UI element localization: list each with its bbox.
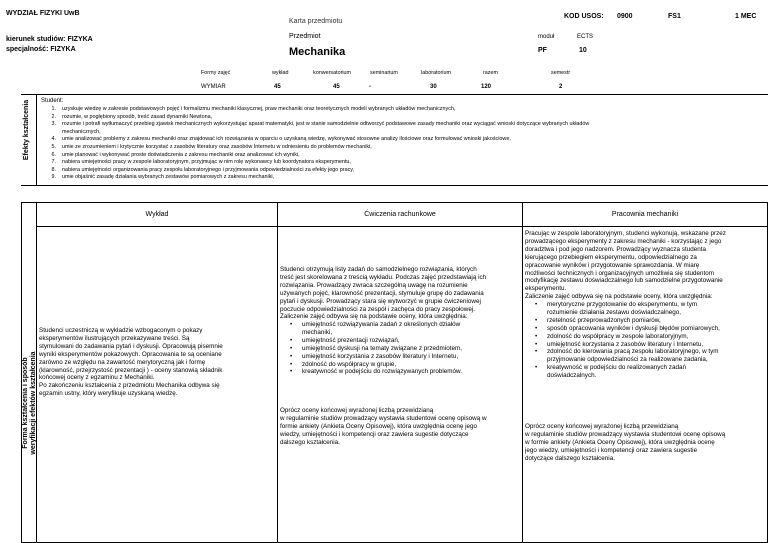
wyklad-text: Studenci uczestniczą w wykładzie wzbogaconym o pokazy eksperymentów ilustrujących przekazywane treści. Są stymulowani do zadawania pytań i dyskusji. Opracowują pisemnie wyniki eksperymentów pokazowych. Opracowania te są oceniane zarówno ze względu na zawartość merytoryczną jak i formę (klarowność, przejrzystość prezentacji ) - oceny stanowią składnik końcowej oceny z egzaminu z Mechaniki. Po zakończeniu kształcenia z przedmiotu Mechanika odbywa się egzamin ustny, który weryfikuje uzyskaną wiedzę.: [39, 327, 223, 398]
hours-value-6: 2: [559, 84, 563, 90]
pracownia-criteria: [525, 301, 768, 380]
forms-side-cell: [22, 203, 37, 543]
effects-intro: Student:: [41, 98, 64, 104]
kod-usos-value: 0900: [617, 13, 633, 20]
hours-value-3: -: [369, 84, 371, 90]
hours-header-5: razem: [483, 70, 498, 76]
criteria-item: • umiejętność dyskusji na tematy związane z przedmiotem,: [280, 345, 520, 353]
karta-label: Karta przedmiotu: [289, 18, 343, 25]
criteria-item: • umiejętność rozwiązywania zadań z określonych działów: [280, 321, 520, 329]
effect-item: 5. umie ze zrozumieniem i krytycznie korzystać z zasobów literatury oraz zasobów Internetu w odniesieniu do problemów mechaniki,: [51, 143, 372, 150]
criteria-item: • zdolność do współpracy w zespole laboratoryjnym,: [525, 333, 768, 341]
effect-item: 7. nabiera umiejętności pracy w zespole laboratoryjnym, przyjmując w nim rolę wykonawcy lub koordynatora eksperymentu,: [51, 159, 351, 166]
col-cwiczenia: [278, 227, 523, 543]
faculty-name: WYDZIAŁ FIZYKI UwB: [6, 10, 80, 17]
criteria-item: • sposób opracowania wyników i dyskusji błędów pomiarowych,: [525, 325, 768, 333]
col-wyklad: [37, 227, 278, 543]
criteria-item: • umiejętność korzystania z zasobów literatury i Internetu,: [525, 341, 768, 349]
criteria-item-continued: rozumienie działania zestawu doświadczalnego,: [547, 308, 682, 316]
col-title-cwiczenia: Ćwiczenia rachunkowe: [278, 203, 523, 227]
effect-item: 2. rozumie, w pogłębiony sposób, treść zasad dynamiki Newtona,: [51, 113, 213, 120]
effects-side-label: Efekty kształcenia: [23, 99, 30, 161]
criteria-item: • kreatywność w podejściu do realizowanych zadań: [525, 364, 768, 372]
effect-item: 4. umie analizować problemy z zakresu mechaniki oraz znajdować ich rozwiązania w oparciu o uzyskaną wiedzę, wykonywać stosowne analizy ilościowe oraz formułować wnioski jakościowe,: [51, 136, 511, 143]
hours-value-0: WYMIAR: [201, 84, 226, 90]
effect-item: 8. nabiera umiejętności organizowania pracy zespołu laboratoryjnego i przyjmowania odpowiedzialności za efekty jego pracy,: [51, 166, 355, 173]
hours-header-1: wykład: [272, 70, 289, 76]
hours-header-4: laboratorium: [421, 70, 451, 76]
pracownia-intro: Pracując w zespole laboratoryjnym, studenci wykonują, wskazane przez prowadzącego eksperymenty z zakresu mechaniki - korzystając z jego doradztwa i pod jego nadzorem. Prowadzący wyznacza studenta kierującego przebiegiem eksperymentu, odpowiedzialnego za opracowanie wyników i przygotowanie sprawozdania. W miarę możliwości technicznych i organizacyjnych umożliwia się studentom modyfikację zestawu doświadczalnego lub samodzielne przygotowanie eksperymentu. Zaliczenie zajęć odbywa się na podstawie oceny, która uwzględnia:: [525, 230, 726, 301]
effect-item: 3. rozumie i potrafi wytłumaczyć przebieg zjawisk mechanicznych wykorzystując aparat matematyki, jest w stanie samodzielnie odtworzyć podstawowe zasady mechaniki oraz wyciągać wnioski dotyczące wybranych układów: [51, 121, 590, 128]
criteria-item-continued: doświadczalnych.: [547, 372, 597, 380]
criteria-item: • merytoryczne przygotowanie do eksperymentu, w tym: [525, 301, 768, 309]
criteria-item: • zdolność do kierowania pracą zespołu laboratoryjnego, w tym: [525, 348, 768, 356]
hours-value-5: 120: [481, 84, 492, 90]
col-pracownia: [523, 227, 768, 543]
forms-table: [21, 202, 768, 543]
hours-value-2: 45: [333, 84, 340, 90]
pracownia-outro: Oprócz oceny końcowej wyrażonej liczbą przewidzianą w regulaminie studiów prowadzący wystawia studentowi ocenę opisową w formie ankiety (Ankieta Oceny Opisowej), która uwzględnia ocenę jego wiedzy, umiejętności i kompetencji oraz zawiera sugestie dotyczące dalszego kształcenia.: [525, 423, 726, 462]
ects-label: ECTS: [577, 34, 594, 40]
hours-header-6: semestr: [551, 70, 571, 76]
przedmiot-label: Przedmiot: [289, 33, 321, 40]
effect-item: 1. uzyskuje wiedzę w zakresie podstawowych pojęć i formalizmu mechaniki klasycznej, praw mechaniki oraz teoretycznych modeli wybranych układów mechanicznych,: [51, 106, 456, 112]
fs-code: FS1: [668, 13, 681, 20]
criteria-item: • zdolność do współpracy w grupie,: [280, 361, 520, 369]
col-title-wyklad: Wykład: [37, 203, 278, 227]
criteria-item-continued: mechaniki,: [302, 328, 333, 336]
cwiczenia-outro: Oprócz oceny końcowej wyrażonej liczbą przewidzianą w regulaminie studiów prowadzący wystawia studentowi ocenę opisową w formie ankiety (Ankieta Oceny Opisowej), która uwzględnia ocenę jego wiedzy, umiejętności i kompetencji oraz zawiera sugestie dotyczące dalszego kształcenia.: [280, 407, 487, 446]
specjalnosc: specjalność: FIZYKA: [6, 46, 76, 53]
criteria-item: • umiejętność korzystania z zasobów literatury i Internetu,: [280, 353, 520, 361]
modul-label: moduł: [538, 34, 555, 40]
col-title-pracownia: Pracownia mechaniki: [523, 203, 768, 227]
kierunek: kierunek studiów: FIZYKA: [6, 36, 93, 43]
criteria-item: • rzetelność przeprowadzonych pomiarów,: [525, 317, 768, 325]
effects-divider: [36, 94, 37, 186]
kod-usos-label: KOD USOS:: [564, 13, 604, 20]
effect-item: mechanicznych,: [62, 128, 101, 135]
hours-header-3: seminarium: [370, 70, 398, 76]
hours-value-4: 30: [430, 84, 437, 90]
cwiczenia-intro: Studenci otrzymują listy zadań do samodzielnego rozwiązania, których treść jest skorelowana z treścią wykładu. Podczas zajęć przedstawiają ich rozwiązania. Prowadzący zwraca szczególną uwagę na rozumienie używanych pojęć, klarowność prezentacji, stymuluje grupę do zadawania pytań i dyskusji. Prowadzący stara się wytworzyć w grupie ćwiczeniowej poczucie odpowiedzialności za zespół i zachęca do pracy zespołowej. Zaliczenie zajęć odbywa się na podstawie oceny, która uwzględnia:: [280, 266, 487, 321]
criteria-item: • umiejętność prezentacji rozwiązań,: [280, 337, 520, 345]
modul-value: PF: [538, 47, 547, 54]
criteria-item-continued: przyjmowanie odpowiedzialności za realizowane zadania,: [547, 356, 708, 364]
effects-list: [38, 106, 766, 182]
ects-value: 10: [579, 47, 587, 54]
mec-code: 1 MEC: [735, 13, 757, 20]
subject-title: Mechanika: [289, 46, 346, 58]
forms-side-label: Forma kształcenia i sposób weryfikacji efektów kształcenia: [22, 351, 37, 455]
hours-header-0: Formy zajęć: [201, 70, 231, 76]
hours-header-2: konwersatorium: [313, 70, 352, 76]
hours-value-1: 45: [274, 84, 281, 90]
effect-item: 6. umie planować i wykonywać proste doświadczenia z zakresu mechaniki oraz analizować ich wyniki,: [51, 151, 300, 158]
cwiczenia-criteria: [280, 321, 520, 376]
criteria-item: • kreatywność w podejściu do rozwiązywanych problemów.: [280, 368, 520, 376]
effect-item: 9. umie objaśnić zasadę działania wybranych zestawów pomiarowych z zakresu mechaniki,: [51, 174, 275, 181]
